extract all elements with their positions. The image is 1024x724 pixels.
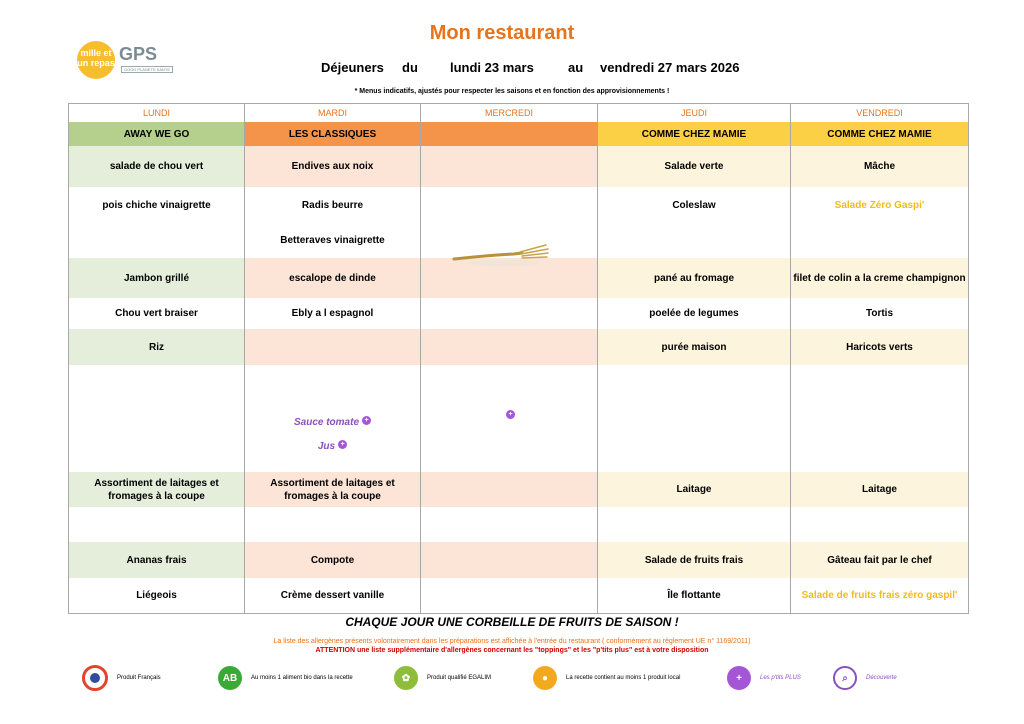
day-header-thursday: JEUDI bbox=[598, 104, 791, 123]
menu-cell bbox=[791, 507, 969, 542]
theme-monday: AWAY WE GO bbox=[69, 122, 245, 146]
menu-cell bbox=[69, 435, 245, 472]
menu-cell: Assortiment de laitages et fromages à la coupe bbox=[245, 472, 421, 507]
organic-ab-icon: AB bbox=[218, 666, 242, 690]
menu-cell: Riz bbox=[69, 329, 245, 365]
french-product-icon bbox=[82, 665, 108, 691]
day-header-monday: LUNDI bbox=[69, 104, 245, 123]
discovery-icon: ⌕ bbox=[833, 666, 857, 690]
menu-cell bbox=[791, 223, 969, 258]
ptits-plus-icon: + bbox=[338, 440, 347, 449]
menu-cell bbox=[791, 365, 969, 435]
fork-icon bbox=[452, 243, 550, 269]
ptits-plus-icon: + bbox=[506, 410, 515, 419]
menu-cell bbox=[69, 223, 245, 258]
menu-cell bbox=[69, 365, 245, 435]
fruit-basket-notice: CHAQUE JOUR UNE CORBEILLE DE FRUITS DE SAISON ! bbox=[345, 615, 679, 629]
menu-cell: Île flottante bbox=[598, 578, 791, 613]
table-row bbox=[69, 472, 969, 507]
page-title: Mon restaurant bbox=[429, 22, 575, 44]
menu-cell: Endives aux noix bbox=[245, 146, 421, 187]
menu-cell: Compote bbox=[245, 542, 421, 578]
menu-cell bbox=[421, 365, 598, 435]
weekly-menu-table bbox=[68, 103, 969, 614]
menu-cell: Crème dessert vanille bbox=[245, 578, 421, 613]
menu-cell: Salade verte bbox=[598, 146, 791, 187]
menu-cell: Ebly a l espagnol bbox=[245, 298, 421, 329]
gps-logo-subtitle: GOOD PLANETE SANTE bbox=[121, 66, 173, 73]
day-header-row bbox=[69, 104, 969, 123]
period-start: lundi 23 mars bbox=[450, 60, 534, 75]
menu-cell bbox=[421, 146, 598, 187]
legend-discovery: ⌕ Découverte bbox=[833, 665, 897, 691]
period-end: vendredi 27 mars 2026 bbox=[600, 60, 740, 75]
theme-tuesday: LES CLASSIQUES bbox=[245, 122, 421, 146]
day-header-tuesday: MARDI bbox=[245, 104, 421, 123]
menu-cell bbox=[245, 507, 421, 542]
table-row bbox=[69, 329, 969, 365]
menu-cell: Betteraves vinaigrette bbox=[245, 223, 421, 258]
legend-french-product: Produit Français bbox=[82, 665, 161, 691]
menu-cell: Jambon grillé bbox=[69, 258, 245, 298]
menu-cell bbox=[598, 507, 791, 542]
menu-cell bbox=[421, 542, 598, 578]
day-header-wednesday: MERCREDI bbox=[421, 104, 598, 123]
table-row bbox=[69, 542, 969, 578]
menu-cell bbox=[421, 435, 598, 472]
menu-cell: salade de chou vert bbox=[69, 146, 245, 187]
gps-logo: GPS bbox=[119, 44, 158, 64]
legend-local: ● La recette contient au moins 1 produit local bbox=[533, 665, 680, 691]
table-row bbox=[69, 298, 969, 329]
menu-cell: Liégeois bbox=[69, 578, 245, 613]
table-row bbox=[69, 187, 969, 223]
theme-thursday: COMME CHEZ MAMIE bbox=[598, 122, 791, 146]
menu-note: * Menus indicatifs, ajustés pour respecter les saisons et en fonction des approvisionnements ! bbox=[354, 88, 670, 95]
menu-cell bbox=[791, 435, 969, 472]
menu-cell: Ananas frais bbox=[69, 542, 245, 578]
allergens-warning: ATTENTION une liste supplémentaire d'allergènes concernant les "toppings" et les "p'tits plus" est à votre disposition bbox=[315, 647, 709, 654]
menu-cell bbox=[421, 507, 598, 542]
period-label: Déjeuners bbox=[321, 60, 384, 75]
table-row bbox=[69, 435, 969, 472]
legend-ptits-plus: + Les p'tits PLUS bbox=[727, 665, 801, 691]
jus-label: Jus bbox=[317, 441, 336, 452]
menu-cell: Haricots verts bbox=[791, 329, 969, 365]
menu-cell: Chou vert braiser bbox=[69, 298, 245, 329]
menu-cell: Mâche bbox=[791, 146, 969, 187]
legend-organic: AB Au moins 1 aliment bio dans la recette bbox=[218, 665, 353, 691]
egalim-icon: ✿ bbox=[394, 666, 418, 690]
menu-cell: pois chiche vinaigrette bbox=[69, 187, 245, 223]
day-header-friday: VENDREDI bbox=[791, 104, 969, 123]
local-product-icon: ● bbox=[533, 666, 557, 690]
table-row bbox=[69, 578, 969, 613]
menu-cell: Laitage bbox=[791, 472, 969, 507]
menu-cell: Salade Zéro Gaspi' bbox=[791, 187, 969, 223]
menu-cell bbox=[245, 435, 421, 472]
ptits-plus-icon: + bbox=[727, 666, 751, 690]
menu-cell bbox=[421, 578, 598, 613]
menu-cell bbox=[421, 329, 598, 365]
menu-cell: Assortiment de laitages et fromages à la coupe bbox=[69, 472, 245, 507]
allergens-notice: La liste des allergènes présents volontairement dans les préparations est affichée à l'entrée du restaurant ( conformément au règlement UE n° 1169/2011) bbox=[273, 638, 751, 645]
menu-cell bbox=[421, 472, 598, 507]
menu-cell: Gâteau fait par le chef bbox=[791, 542, 969, 578]
menu-cell bbox=[69, 507, 245, 542]
sauce-tomate-label: Sauce tomate bbox=[293, 417, 360, 428]
menu-cell: purée maison bbox=[598, 329, 791, 365]
theme-friday: COMME CHEZ MAMIE bbox=[791, 122, 969, 146]
menu-cell: pané au fromage bbox=[598, 258, 791, 298]
menu-cell: Salade de fruits frais bbox=[598, 542, 791, 578]
legend-egalim: ✿ Produit qualifié EGALIM bbox=[394, 665, 491, 691]
table-row bbox=[69, 507, 969, 542]
theme-wednesday bbox=[421, 122, 598, 146]
menu-cell: Coleslaw bbox=[598, 187, 791, 223]
table-row bbox=[69, 146, 969, 187]
menu-cell: escalope de dinde bbox=[245, 258, 421, 298]
menu-cell: filet de colin a la creme champignon bbox=[791, 258, 969, 298]
table-row bbox=[69, 365, 969, 435]
menu-cell bbox=[598, 365, 791, 435]
period-from-word: du bbox=[402, 60, 418, 75]
menu-cell: poelée de legumes bbox=[598, 298, 791, 329]
period-to-word: au bbox=[568, 60, 584, 75]
menu-cell bbox=[245, 329, 421, 365]
menu-cell bbox=[245, 365, 421, 435]
menu-cell: Salade de fruits frais zéro gaspil' bbox=[791, 578, 969, 613]
ptits-plus-icon: + bbox=[362, 416, 371, 425]
menu-cell: Tortis bbox=[791, 298, 969, 329]
mille-et-un-repas-logo: mille et un repas bbox=[77, 41, 115, 79]
menu-cell: Laitage bbox=[598, 472, 791, 507]
menu-cell bbox=[598, 223, 791, 258]
menu-cell: Radis beurre bbox=[245, 187, 421, 223]
menu-cell bbox=[421, 298, 598, 329]
menu-cell bbox=[421, 187, 598, 223]
theme-row bbox=[69, 122, 969, 146]
menu-cell bbox=[598, 435, 791, 472]
